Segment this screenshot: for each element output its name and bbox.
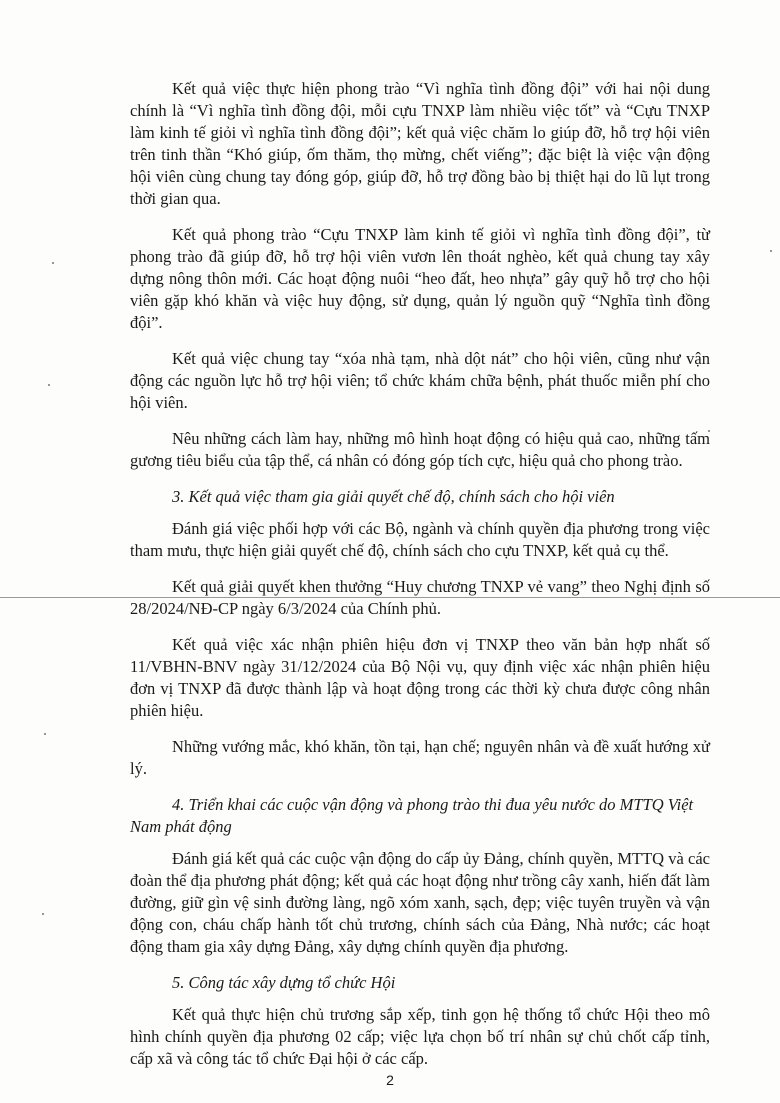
section-heading: 5. Công tác xây dựng tổ chức Hội bbox=[172, 973, 396, 992]
scan-speck bbox=[52, 262, 54, 264]
paragraph: Đánh giá kết quả các cuộc vận động do cấp ủy Đảng, chính quyền, MTTQ và các đoàn thể địa phương phát động; kết quả các hoạt động như trồng cây xanh, hiến đất làm đường, giữ gìn vệ sinh đường làng, ngõ xóm xanh, sạch, đẹp; việc tuyên truyền và vận động con, cháu chấp hành tốt chủ trương, chính sách của Đảng, Nhà nước; các hoạt động tham gia xây dựng Đảng, xây dựng chính quyền địa phương. bbox=[130, 849, 710, 956]
scan-speck bbox=[44, 733, 46, 735]
document-body bbox=[130, 78, 710, 1070]
paragraph: Kết quả thực hiện chủ trương sắp xếp, tinh gọn hệ thống tổ chức Hội theo mô hình chính quyền địa phương 02 cấp; việc lựa chọn bố trí nhân sự chủ chốt cấp tỉnh, cấp xã và công tác tổ chức Đại hội ở các cấp. bbox=[130, 1005, 710, 1068]
scan-speck bbox=[48, 384, 50, 386]
paragraph: Kết quả phong trào “Cựu TNXP làm kinh tế giỏi vì nghĩa tình đồng đội”, từ phong trào đã giúp đỡ, hỗ trợ hội viên vươn lên thoát nghèo, kết quả chung tay xây dựng nông thôn mới. Các hoạt động nuôi “heo đất, heo nhựa” gây quỹ hỗ trợ cho hội viên gặp khó khăn và việc huy động, sử dụng, quản lý nguồn quỹ “Nghĩa tình đồng đội”. bbox=[130, 225, 710, 332]
paragraph: Kết quả việc thực hiện phong trào “Vì nghĩa tình đồng đội” với hai nội dung chính là “Vì nghĩa tình đồng đội, mỗi cựu TNXP làm nhiều việc tốt” và “Cựu TNXP làm kinh tế giỏi vì nghĩa tình đồng đội”; kết quả việc chăm lo giúp đỡ, hỗ trợ hội viên trên tinh thần “Khó giúp, ốm thăm, thọ mừng, chết viếng”; đặc biệt là việc vận động hội viên cùng chung tay đóng góp, giúp đỡ, hỗ trợ đồng bào bị thiệt hại do lũ lụt trong thời gian qua. bbox=[130, 79, 710, 208]
section-heading: 3. Kết quả việc tham gia giải quyết chế độ, chính sách cho hội viên bbox=[172, 487, 615, 506]
scan-speck bbox=[42, 913, 44, 915]
paragraph: Nêu những cách làm hay, những mô hình hoạt động có hiệu quả cao, những tấm gương tiêu biểu của tập thể, cá nhân có đóng góp tích cực, hiệu quả cho phong trào. bbox=[130, 429, 710, 470]
page-number: 2 bbox=[386, 1072, 394, 1088]
paragraph: Đánh giá việc phối hợp với các Bộ, ngành và chính quyền địa phương trong việc tham mưu, thực hiện giải quyết chế độ, chính sách cho cựu TNXP, kết quả cụ thể. bbox=[130, 519, 710, 560]
paragraph: Những vướng mắc, khó khăn, tồn tại, hạn chế; nguyên nhân và đề xuất hướng xử lý. bbox=[130, 737, 710, 778]
paragraph: Kết quả việc xác nhận phiên hiệu đơn vị TNXP theo văn bản hợp nhất số 11/VBHN-BNV ngày 31/12/2024 của Bộ Nội vụ, quy định việc xác nhận phiên hiệu đơn vị TNXP đã được thành lập và hoạt động trong các thời kỳ chưa được công nhân phiên hiệu. bbox=[130, 635, 710, 720]
paragraph: Kết quả việc chung tay “xóa nhà tạm, nhà dột nát” cho hội viên, cũng như vận động các nguồn lực hỗ trợ hội viên; tổ chức khám chữa bệnh, phát thuốc miễn phí cho hội viên. bbox=[130, 349, 710, 412]
scan-speck bbox=[770, 250, 772, 252]
section-heading: 4. Triển khai các cuộc vận động và phong trào thi đua yêu nước do MTTQ Việt Nam phát động bbox=[130, 795, 694, 836]
paragraph: Kết quả giải quyết khen thưởng “Huy chương TNXP vẻ vang” theo Nghị định số 28/2024/NĐ-CP ngày 6/3/2024 của Chính phủ. bbox=[130, 577, 710, 618]
